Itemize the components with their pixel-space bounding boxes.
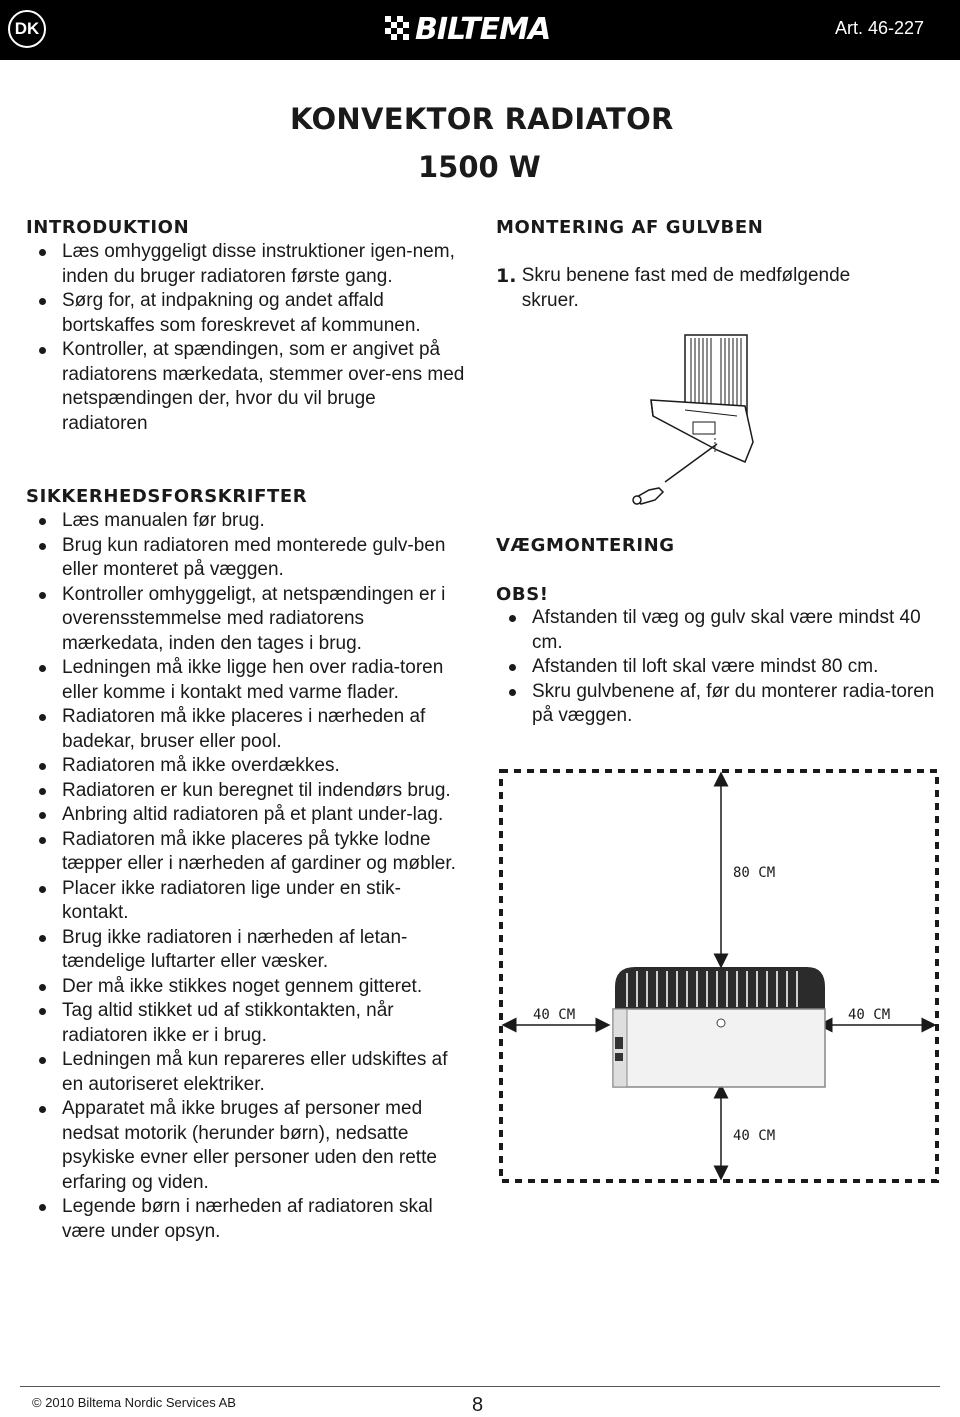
legs-heading: MONTERING AF GULVBEN bbox=[496, 217, 764, 238]
list-item: Der må ikke stikkes noget gennem gitteret. bbox=[26, 975, 466, 1000]
list-item: Skru gulvbenene af, før du monterer radia-toren på væggen. bbox=[496, 680, 936, 729]
legs-step bbox=[496, 264, 902, 313]
list-item: Læs omhyggeligt disse instruktioner igen-nem, inden du bruger radiatoren første gang. bbox=[26, 240, 466, 289]
list-item: Anbring altid radiatoren på et plant under-lag. bbox=[26, 803, 466, 828]
screwdriver-icon bbox=[633, 444, 717, 504]
right-clearance-label: 40 CM bbox=[848, 1007, 891, 1023]
list-item: Brug kun radiatoren med monterede gulv-ben eller monteret på væggen. bbox=[26, 534, 466, 583]
list-item: Radiatoren er kun beregnet til indendørs brug. bbox=[26, 779, 466, 804]
intro-list bbox=[26, 240, 466, 436]
step-text: Skru benene fast med de medfølgende skruer. bbox=[521, 265, 851, 311]
list-item: Brug ikke radiatoren i nærheden af letan-tændelige luftarter eller væsker. bbox=[26, 926, 466, 975]
brand-name: BILTEMA bbox=[415, 11, 551, 47]
list-item: Læs manualen før brug. bbox=[26, 509, 466, 534]
copyright: © 2010 Biltema Nordic Services AB bbox=[32, 1395, 236, 1410]
article-number: Art. 46-227 bbox=[834, 18, 924, 38]
wall-list bbox=[496, 606, 936, 729]
footer-divider bbox=[20, 1386, 940, 1387]
leg-mounting-illustration bbox=[625, 330, 795, 505]
list-item: Kontroller omhyggeligt, at netspændingen er i overensstemmelse med radiatorens mærkedata, inden den tages i brug. bbox=[26, 583, 466, 657]
radiator-illustration bbox=[613, 967, 825, 1087]
list-item: Afstanden til væg og gulv skal være mindst 40 cm. bbox=[496, 606, 936, 655]
list-item: Apparatet må ikke bruges af personer med nedsat motorik (herunder børn), nedsatte psykiske evner eller personer uden den rette erfaring og viden. bbox=[26, 1097, 466, 1195]
wall-heading: VÆGMONTERING bbox=[496, 535, 675, 556]
list-item: Legende børn i nærheden af radiatoren skal være under opsyn. bbox=[26, 1195, 466, 1244]
page-number: 8 bbox=[472, 1394, 484, 1416]
bottom-clearance-label: 40 CM bbox=[733, 1128, 776, 1144]
language-badge: DK bbox=[8, 10, 46, 48]
list-item: Placer ikke radiatoren lige under en stik-kontakt. bbox=[26, 877, 466, 926]
list-item: Afstanden til loft skal være mindst 80 cm. bbox=[496, 655, 936, 680]
step-number: 1. bbox=[496, 265, 517, 287]
left-clearance-label: 40 CM bbox=[533, 1007, 576, 1023]
list-item: Tag altid stikket ud af stikkontakten, når radiatoren ikke er i brug. bbox=[26, 999, 466, 1048]
checkered-flag-icon bbox=[385, 16, 411, 42]
top-clearance-label: 80 CM bbox=[733, 865, 776, 881]
screw-hole bbox=[693, 422, 715, 434]
intro-heading: INTRODUKTION bbox=[26, 217, 190, 238]
biltema-logo bbox=[385, 11, 551, 47]
list-item: Kontroller, at spændingen, som er angivet på radiatorens mærkedata, stemmer over-ens med netspændingen der, hvor du vil bruge radiatoren bbox=[26, 338, 466, 436]
safety-heading: SIKKERHEDSFORSKRIFTER bbox=[26, 486, 308, 507]
safety-list bbox=[26, 509, 466, 1244]
list-item: Radiatoren må ikke placeres i nærheden af badekar, bruser eller pool. bbox=[26, 705, 466, 754]
clearance-diagram bbox=[495, 765, 945, 1190]
list-item: Radiatoren må ikke overdækkes. bbox=[26, 754, 466, 779]
page-subtitle: 1500 W bbox=[418, 150, 541, 184]
list-item: Ledningen må kun repareres eller udskiftes af en autoriseret elektriker. bbox=[26, 1048, 466, 1097]
page-title: KONVEKTOR RADIATOR bbox=[290, 102, 674, 136]
list-item: Sørg for, at indpakning og andet affald bortskaffes som foreskrevet af kommunen. bbox=[26, 289, 466, 338]
list-item: Ledningen må ikke ligge hen over radia-toren eller komme i kontakt med varme flader. bbox=[26, 656, 466, 705]
list-item: Radiatoren må ikke placeres på tykke lodne tæpper eller i nærheden af gardiner og møbler. bbox=[26, 828, 466, 877]
header-bar bbox=[0, 0, 960, 60]
note-heading: OBS! bbox=[496, 584, 549, 605]
